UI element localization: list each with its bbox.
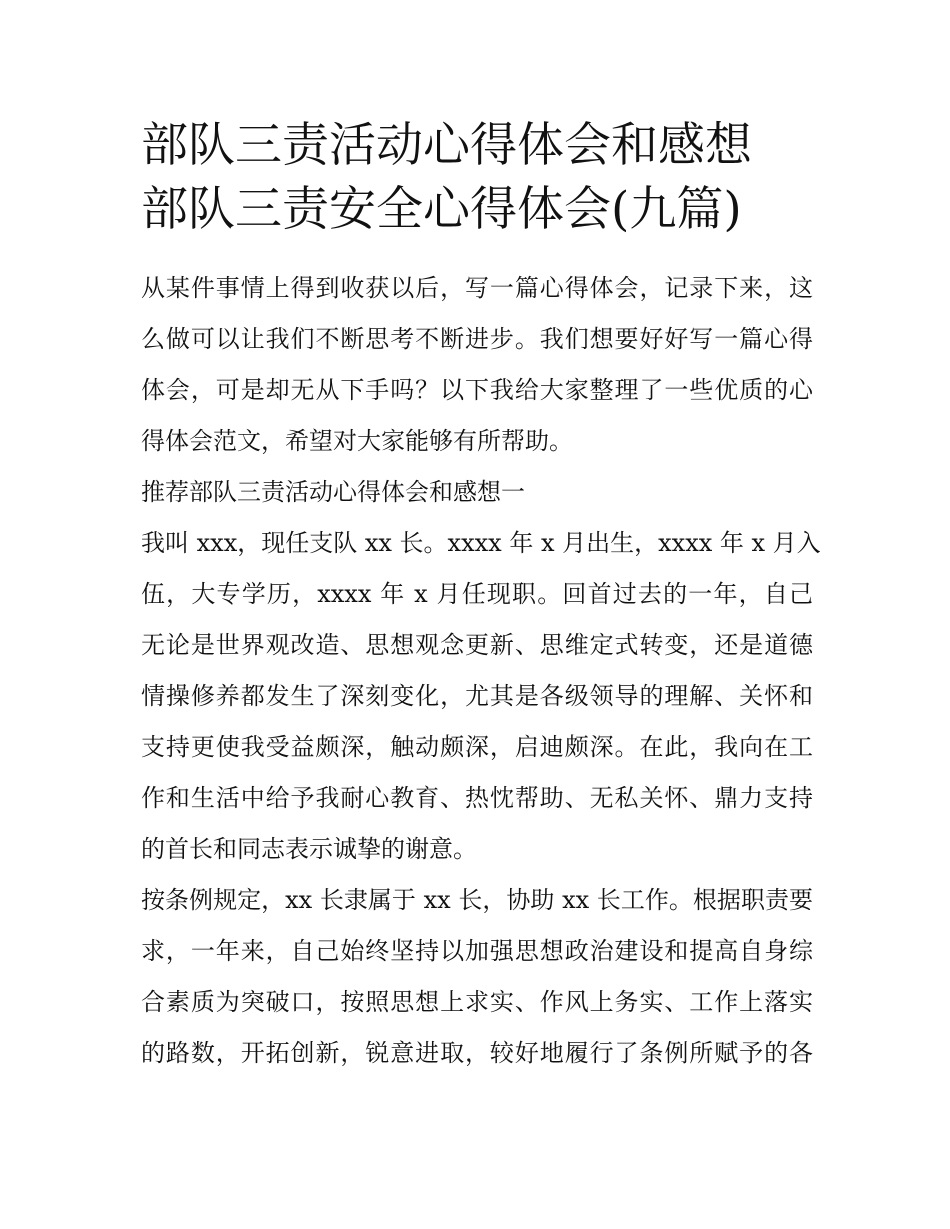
document-content (141, 114, 821, 1079)
paragraph-line: 得体会范文，希望对大家能够有所帮助。 (141, 427, 573, 455)
paragraph-line: 求，一年来，自己始终坚持以加强思想政治建设和提高自身综 (141, 937, 813, 965)
body-paragraph (141, 518, 821, 875)
section-heading-text: 推荐部队三责活动心得体会和感想一 (141, 478, 525, 506)
section-heading (141, 467, 813, 518)
intro-paragraph (141, 263, 813, 467)
paragraph-line: 合素质为突破口，按照思想上求实、作风上务实、工作上落实 (141, 988, 813, 1016)
paragraph-line: 体会，可是却无从下手吗？以下我给大家整理了一些优质的心 (141, 376, 813, 404)
paragraph-line: 按条例规定，xx 长隶属于 xx 长，协助 xx 长工作。根据职责要 (141, 886, 813, 914)
paragraph-line: 的首长和同志表示诚挚的谢意。 (141, 835, 477, 863)
paragraph-line: 无论是世界观改造、思想观念更新、思维定式转变，还是道德 (141, 631, 813, 659)
paragraph-line: 的路数，开拓创新，锐意进取，较好地履行了条例所赋予的各 (141, 1039, 813, 1067)
title-line-2: 部队三责安全心得体会(九篇) (141, 182, 742, 237)
paragraph-line: 情操修养都发生了深刻变化，尤其是各级领导的理解、关怀和 (141, 682, 813, 710)
paragraph-line: 我叫 xxx，现任支队 xx 长。xxxx 年 x 月出生，xxxx 年 x 月入 (141, 529, 821, 557)
document-body (141, 263, 821, 1079)
paragraph-line: 么做可以让我们不断思考不断进步。我们想要好好写一篇心得 (141, 325, 813, 353)
paragraph-line: 作和生活中给予我耐心教育、热忱帮助、无私关怀、鼎力支持 (141, 784, 813, 812)
paragraph-line: 伍，大专学历，xxxx 年 x 月任现职。回首过去的一年，自己 (141, 580, 813, 608)
paragraph-line: 支持更使我受益颇深，触动颇深，启迪颇深。在此，我向在工 (141, 733, 813, 761)
title-line-1: 部队三责活动心得体会和感想 (141, 118, 752, 173)
paragraph-line: 从某件事情上得到收获以后，写一篇心得体会，记录下来，这 (141, 274, 813, 302)
document-title (141, 114, 813, 242)
body-paragraph (141, 875, 813, 1079)
